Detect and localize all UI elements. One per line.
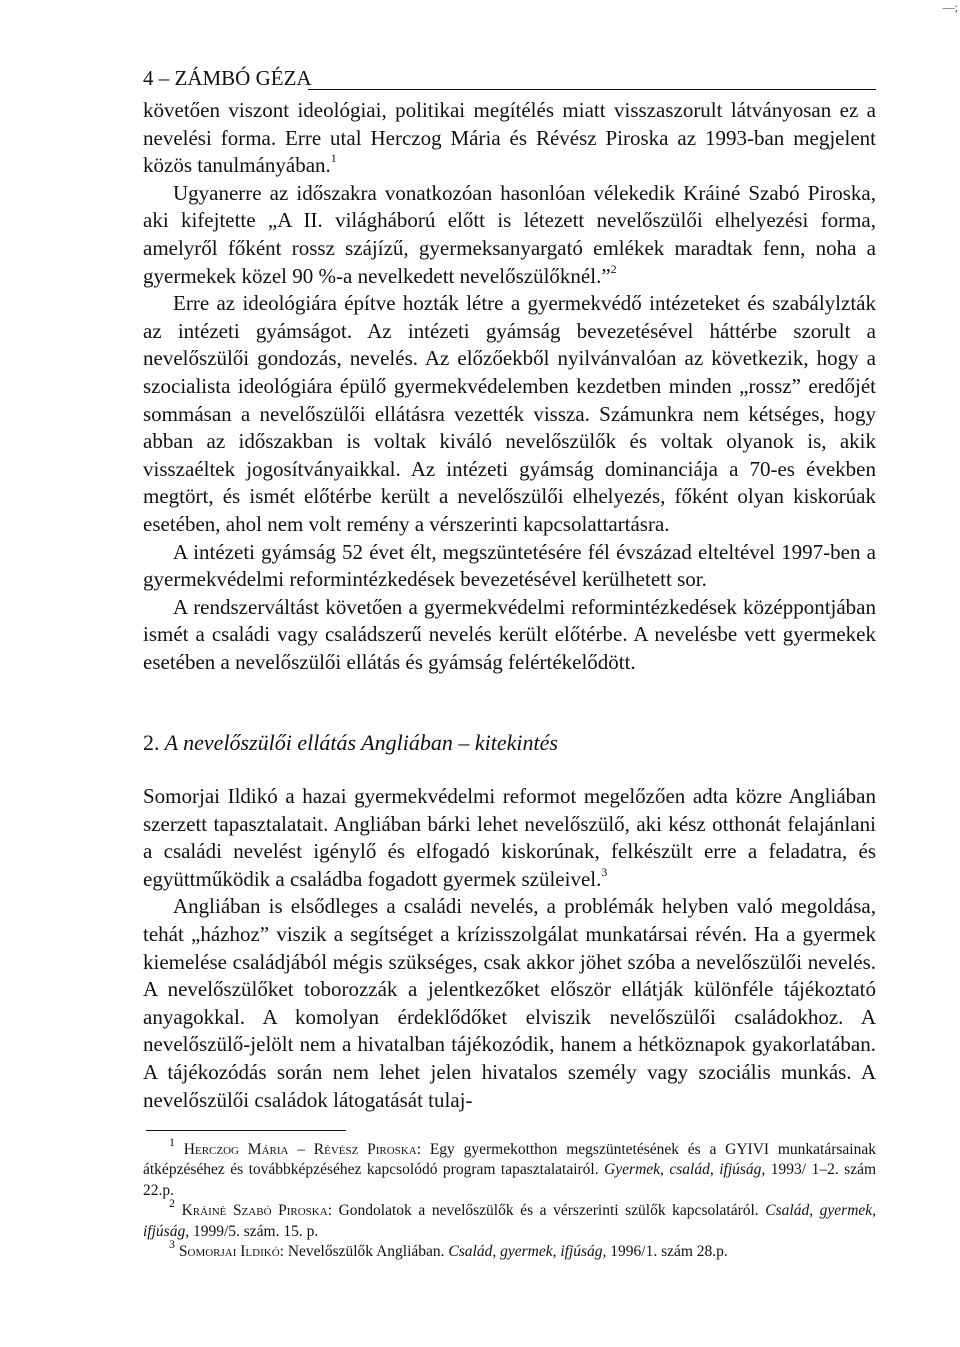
footnote-number: 1 [169, 1134, 175, 1149]
header-rule [308, 89, 876, 90]
footnote-ref[interactable]: 3 [601, 864, 608, 879]
footnote-ref[interactable]: 1 [330, 151, 337, 166]
footnote-item [143, 1236, 876, 1262]
footnote-text: Gondolatok a nevelőszülők és a vérszerinti szülők kapcsolatáról. [338, 1202, 759, 1220]
footnote-author: Somorjai Ildikó: [178, 1243, 284, 1261]
footnote-ref[interactable]: 2 [610, 261, 617, 276]
footnote-tail: 1993/ 1–2. szám 22.p. [143, 1161, 877, 1199]
section-heading [143, 730, 558, 756]
footnote-text: Egy gyermekotthon megszüntetésének és a GYIVI munkatársainak átképzéséhez és továbbképzéséhez kapcsolódó program tapasztalatairól. [143, 1141, 876, 1179]
section-title: A nevelőszülői ellátás Angliában – kitekintés [164, 730, 558, 755]
footnote-source: Gyermek, család, ifjúság, [604, 1161, 766, 1179]
corner-mark: —; [942, 0, 958, 14]
body-text-bottom [143, 783, 876, 1114]
paragraph: Somorjai Ildikó a hazai gyermekvédelmi reformot megelőzően adta közre Angliában szerzett tapasztalatait. Angliában bárki lehet nevelőszülő, aki kész otthonát felajánlani a családi nevelést igénylő és elfogadó kiskorúnak, felkészült erre a feladatra, és együttműködik a családba fogadott gyermek szüleivel.$^3$ [143, 784, 876, 891]
footnote-item [143, 1134, 877, 1201]
footnote-separator [146, 1130, 346, 1131]
paragraph: követően viszont ideológiai, politikai megítélés miatt visszaszorult látványosan ez a nevelési forma. Erre utal Herczog Mária és Révész Piroska az 1993-ban megjelent közös tanulmányában.$^1$ [143, 98, 876, 178]
paragraph: A intézeti gyámság 52 évet élt, megszüntetésére fél évszázad elteltével 1997-ben a gyermekvédelmi reformintézkedések bevezetésével kerülhetett sor. [143, 539, 876, 592]
footnotes [143, 1134, 877, 1262]
footnote-tail: 1996/1. szám 28.p. [610, 1243, 728, 1261]
running-head [143, 66, 876, 96]
footnote-author: Kráiné Szabó Piroska: [181, 1202, 332, 1220]
paragraph: Ugyanerre az időszakra vonatkozóan hasonlóan vélekedik Kráiné Szabó Piroska, aki kifejtette „A II. világháború előtt is létezett nevelőszülői elhelyezési forma, amelyről főként rossz szájízű, gyermeksanyargató emlékek maradtak fenn, noha a gyermekek közel 90 %-a nevelkedett nevelőszülőknél.”$^2$ [143, 180, 876, 288]
footnote-text: Nevelőszülők Angliában. [287, 1243, 445, 1261]
paragraph: Erre az ideológiára építve hozták létre a gyermekvédő intézeteket és szabálylzták az intézeti gyámságot. Az intézeti gyámság bevezetésével háttérbe szorult a nevelőszülői gondozás, nevelés. Az előzőekből nyilvánvalóan az következik, hogy a szocialista ideológiára épülő gyermekvédelemben kezdetben minden „rossz” eredőjét sommásan a nevelőszülői ellátásra vezették vissza. Számunkra nem kétséges, hogy abban az időszakban is voltak kiváló nevelőszülők és voltak olyanok is, akik visszaéltek jogosítványaikkal. Az intézeti gyámság dominanciája a 70-es években megtört, és ismét előtérbe került a nevelőszülői elhelyezés, főként olyan kiskorúak esetében, ahol nem volt remény a vérszerinti kapcsolattartásra. [143, 291, 876, 536]
footnote-item [143, 1196, 877, 1242]
paragraph: A rendszerváltást követően a gyermekvédelmi reformintézkedések középpontjában ismét a családi vagy családszerű nevelés került előtérbe. A nevelésbe vett gyermekek esetében a nevelőszülői ellátás és gyámság felértékelődött. [143, 594, 876, 674]
footnote-author: Herczog Mária – Révész Piroska: [183, 1141, 422, 1158]
footnote-number: 2 [169, 1196, 175, 1211]
footnote-source: Család, gyermek, ifjúság, [143, 1202, 877, 1240]
footnote-tail: 1999/5. szám. 15. p. [192, 1222, 319, 1240]
paragraph: Angliában is elsődleges a családi nevelés, a problémák helyben való megoldása, tehát „házhoz” viszik a segítséget a krízisszolgálat munkatársai révén. Ha a gyermek kiemelése családjából mégis szükséges, csak akkor jöhet szóba a nevelőszülői nevelés. A nevelőszülőket toborozzák a jelentkezőket először ellátják különféle tájékoztató anyagokkal. A komolyan érdeklődőket elviszik nevelőszülői családokhoz. A nevelőszülő-jelölt nem a hivatalban tájékozódik, hanem a hétköznapok gyakorlatában. A tájékozódás során nem lehet jelen hivatalos személy vagy szociális munkás. A nevelőszülői családok látogatását tulaj- [143, 894, 876, 1112]
footnote-source: Család, gyermek, ifjúság, [448, 1243, 607, 1261]
section-number: 2. [143, 730, 160, 755]
body-text-top [143, 97, 876, 676]
footnote-number: 3 [169, 1236, 175, 1251]
page-number-author: 4 – ZÁMBÓ GÉZA [143, 66, 312, 90]
